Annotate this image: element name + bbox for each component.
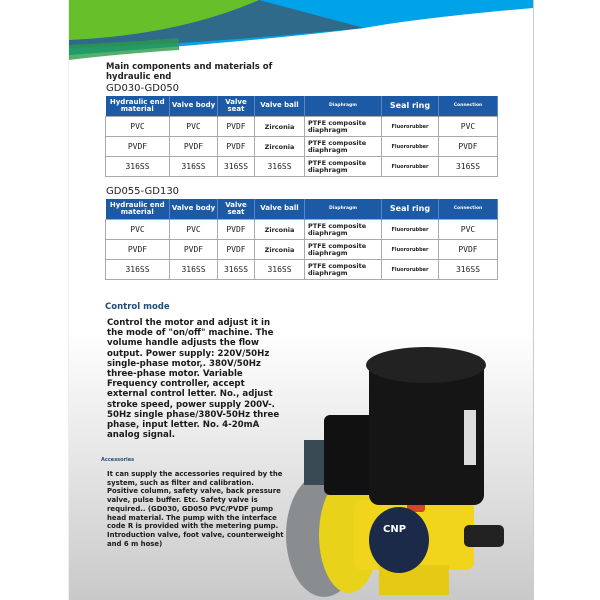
table-cell: 316SS (218, 260, 255, 280)
table-cell: PVDF (218, 220, 255, 240)
table-cell: PVC (106, 117, 170, 137)
accessories-title: Accessories (101, 457, 135, 463)
table-cell: 316SS (218, 157, 255, 177)
table-row (106, 117, 498, 137)
col-header: Connection (439, 199, 498, 220)
table-cell: 316SS (106, 157, 170, 177)
table-cell: PVC (439, 220, 498, 240)
table-cell: PVDF (439, 137, 498, 157)
metering-pump-image (279, 340, 519, 600)
col-header: Hydraulic end material (106, 96, 170, 117)
table-cell: PVC (170, 220, 218, 240)
table-cell: PVDF (106, 137, 170, 157)
col-header: Valve seat (218, 199, 255, 220)
model-label-2: GD055-GD130 (106, 186, 180, 197)
table-cell: Fluororubber (382, 117, 439, 137)
table-cell: PVDF (218, 137, 255, 157)
table-cell: 316SS (170, 260, 218, 280)
model-label-1: GD030-GD050 (106, 83, 180, 94)
table-header-row (106, 199, 498, 220)
table-cell: PVDF (106, 240, 170, 260)
pump-logo: CNP (383, 524, 407, 535)
table-cell: PVDF (218, 240, 255, 260)
table-cell: PTFE composite diaphragm (305, 117, 382, 137)
col-header: Valve seat (218, 96, 255, 117)
table-row (106, 137, 498, 157)
table-cell: Zirconia (255, 220, 305, 240)
table-cell: 316SS (439, 260, 498, 280)
col-header: Seal ring (382, 199, 439, 220)
table-cell: PVDF (170, 240, 218, 260)
table-cell: PTFE composite diaphragm (305, 157, 382, 177)
table-cell: Zirconia (255, 240, 305, 260)
table-row (106, 220, 498, 240)
table-row (106, 260, 498, 280)
col-header: Valve body (170, 199, 218, 220)
table-row (106, 157, 498, 177)
accessories-text: It can supply the accessories required by the system, such as filter and calibration. Positive column, safety valve, back pressure valve, pulse buffer. Etc. Safety valve is required.. (GD030, GD050 PVC/PVDF pump head material. The pump with the interface code R is provided with the metering pump. Introduction valve, foot valve, counterweight and 6 m hose) (107, 470, 284, 548)
col-header: Valve body (170, 96, 218, 117)
table-cell: PVC (439, 117, 498, 137)
table-cell: Fluororubber (382, 260, 439, 280)
table-cell: PVDF (439, 240, 498, 260)
control-mode-text: Control the motor and adjust it in the mode of "on/off" machine. The volume handle adjusts the flow output. Power supply: 220V/50Hz single-phase motor,. 380V/50Hz three-phase motor. Variable Frequency controller, accept external control letter. No., adjust stroke speed, power supply 200V-. 50Hz single phase/380V-50Hz three phase, input letter. No. 4-20mA analog signal. (107, 318, 280, 441)
table-cell: 316SS (255, 260, 305, 280)
header-banner (69, 0, 533, 60)
table-cell: 316SS (439, 157, 498, 177)
table-cell: Fluororubber (382, 157, 439, 177)
col-header: Valve ball (255, 199, 305, 220)
brochure-page (68, 0, 534, 600)
section-title: Main components and materials of hydraulic end (106, 62, 273, 82)
col-header: Diaphragm (305, 96, 382, 117)
col-header: Valve ball (255, 96, 305, 117)
col-header: Connection (439, 96, 498, 117)
table-cell: PTFE composite diaphragm (305, 137, 382, 157)
table-cell: Fluororubber (382, 240, 439, 260)
table-cell: PTFE composite diaphragm (305, 220, 382, 240)
table-cell: PVDF (218, 117, 255, 137)
materials-table-2 (105, 199, 498, 280)
table-cell: 316SS (170, 157, 218, 177)
table-cell: Zirconia (255, 137, 305, 157)
col-header: Seal ring (382, 96, 439, 117)
table-cell: PVC (170, 117, 218, 137)
table-cell: Zirconia (255, 117, 305, 137)
table-cell: PTFE composite diaphragm (305, 240, 382, 260)
table-cell: Fluororubber (382, 220, 439, 240)
table-cell: PVC (106, 220, 170, 240)
table-cell: 316SS (255, 157, 305, 177)
table-row (106, 240, 498, 260)
table-header-row (106, 96, 498, 117)
table-cell: 316SS (106, 260, 170, 280)
col-header: Diaphragm (305, 199, 382, 220)
materials-table-1 (105, 96, 498, 177)
table-cell: PVDF (170, 137, 218, 157)
table-cell: Fluororubber (382, 137, 439, 157)
control-mode-title: Control mode (105, 302, 170, 312)
table-cell: PTFE composite diaphragm (305, 260, 382, 280)
col-header: Hydraulic end material (106, 199, 170, 220)
